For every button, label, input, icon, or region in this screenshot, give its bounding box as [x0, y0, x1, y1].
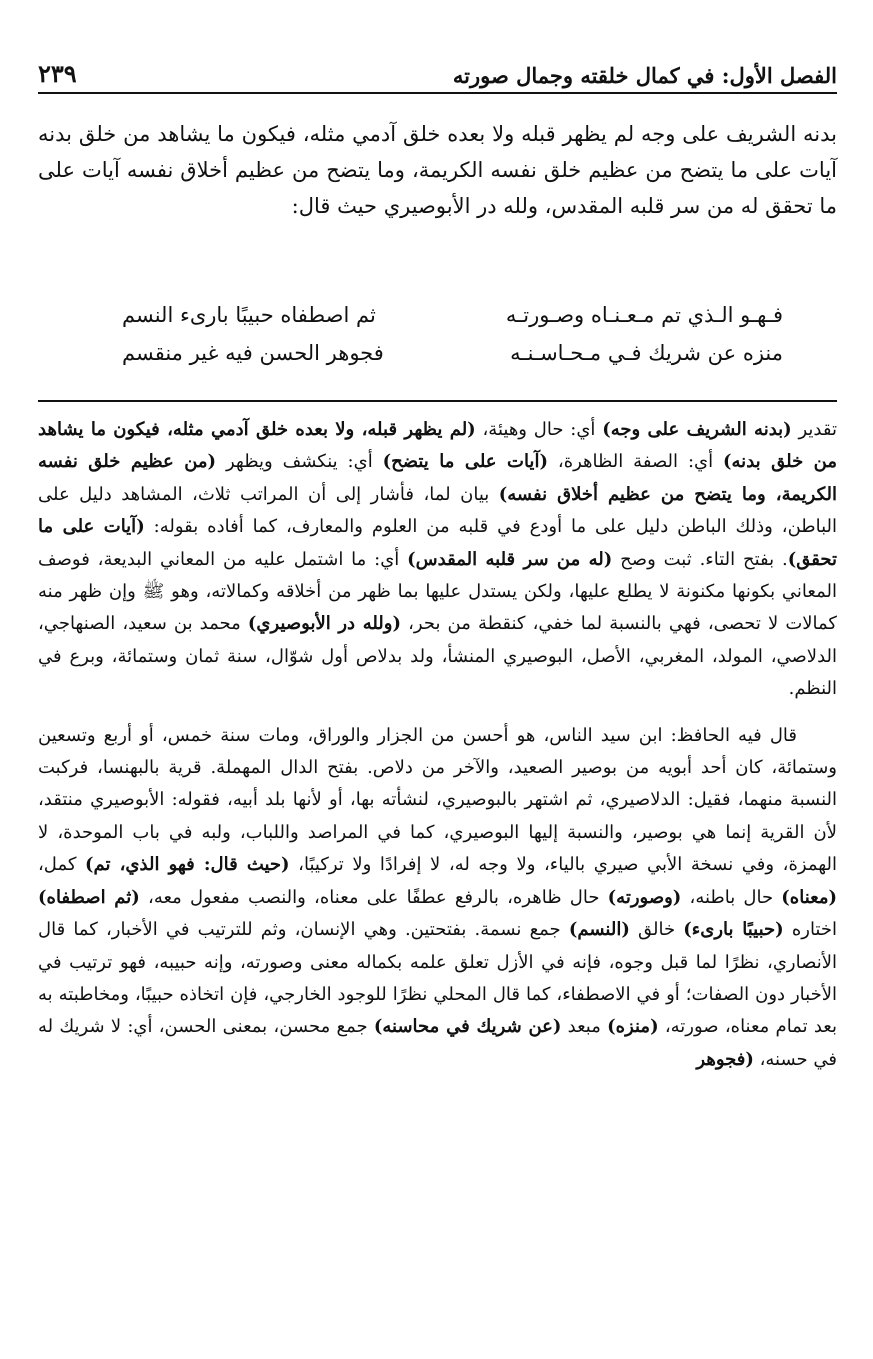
poem-verse — [122, 334, 783, 372]
commentary-paragraph — [38, 720, 837, 1076]
commentary-text: حال ظاهره، بالرفع عطفًا على معناه، والنصب مفعول معه، — [139, 886, 608, 908]
verse-first-hemistich: فـهـو الـذي تم مـعـنـاه وصـورتـه — [505, 303, 783, 327]
commentary-lemma: (آيات على ما تحقق) — [38, 516, 837, 570]
commentary-lemma: (منزه) — [607, 1016, 659, 1038]
commentary-text: أي: حال وهيئة، — [475, 419, 603, 440]
commentary-text: بيان لما، فأشار إلى أن المراتب ثلاث، المشاهد دليل على الباطن، وذلك الباطن دليل على ما أودع في قلبه من العلوم والمعارف، كما أفاده بقوله: — [38, 483, 838, 538]
commentary-text: محمد بن سعيد، الصنهاجي، الدلاصي، المولد، المغربي، الأصل، البوصيري المنشأ، ولد بدلاص أول شوّال، سنة ثمان وستمائة، وبرع في النظم. — [38, 613, 837, 700]
commentary-text: جمع نسمة. بفتحتين. وهي الإنسان، وثم للترتيب في الأخبار، كما قال الأنصاري، نظرًا لما قبل وجوه، فإنه في الأزل تعلق علمه بكماله معنى وصورته، وإنه حبيبه، فهو ترتيب في الأخبار دون الصفات؛ أو في الاصطفاء، كما قال المحلي نظرًا للوجود الخارجي، فإن اتخاذه حبيبًا، ومخاطبته به بعد تمام معناه، صورته، — [38, 919, 837, 1038]
footnote-divider — [38, 400, 837, 402]
commentary-text: أي: ما اشتمل عليه من المعاني البديعة، فوصف المعاني بكونها مكنونة لا يطلع عليها، ولكن يستدل عليها بما ظهر من أخلاقه وكمالاته، وهو ﷺ وإن ظهر منه كمالات لا تحصى، فهي بالنسبة لما خفي، كنقطة من بحر، — [38, 548, 837, 635]
commentary-text: حال باطنه، — [681, 886, 782, 908]
verse-second-hemistich: فجوهر الحسن فيه غير منقسم — [122, 341, 384, 365]
commentary-text: مبعد — [561, 1016, 608, 1038]
verse-second-hemistich: ثم اصطفاه حبيبًا بارىء النسم — [122, 303, 376, 327]
commentary-lemma: (حيث قال: فهو الذي، تم) — [85, 854, 290, 876]
commentary-text: كمل، — [38, 854, 85, 876]
commentary-text: . بفتح التاء. ثبت وصح — [612, 548, 788, 570]
commentary-text: أي: الصفة الظاهرة، — [547, 451, 724, 473]
chapter-title: الفصل الأول: في كمال خلقته وجمال صورته — [452, 63, 837, 88]
poem — [122, 296, 783, 372]
commentary-lemma: (له من سر قلبه المقدس) — [407, 548, 613, 570]
poem-verse — [122, 296, 783, 334]
commentary-lemma: (وصورته) — [607, 886, 682, 908]
commentary-text: خالق — [629, 919, 684, 941]
commentary-lemma: (من عظيم خلق نفسه الكريمة، وما يتضح من عظيم أخلاق نفسه) — [38, 451, 837, 505]
verse-first-hemistich: منزه عن شريك فـي مـحـاسـنـه — [510, 341, 783, 365]
commentary-lemma: (النسم) — [568, 919, 630, 941]
commentary-lemma: (عن شريك في محاسنه) — [373, 1016, 562, 1038]
main-paragraph: بدنه الشريف على وجه لم يظهر قبله ولا بعده خلق آدمي مثله، فيكون ما يشاهد من خلق بدنه آيات على ما يتضح من عظيم خلق نفسه الكريمة، وما يتضح من عظيم أخلاق نفسه آيات على ما تحقق له من سر قلبه المقدس، ولله در الأبوصيري حيث قال: — [38, 122, 837, 218]
page-header — [38, 44, 837, 88]
commentary-lemma: (ولله در الأبوصيري) — [247, 613, 401, 635]
commentary-lemma: (لم يظهر قبله، ولا بعده خلق آدمي مثله، فيكون ما يشاهد من خلق بدنه) — [38, 419, 837, 473]
page-number: ٢٣٩ — [38, 59, 77, 88]
commentary-text: قال فيه الحافظ: ابن سيد الناس، هو أحسن من الجزار والوراق، ومات سنة خمس، أو أربع وتسعين وستمائة، كان أحد أبويه من بوصير الصعيد، والآخر من دلاص. بفتح الدال المهملة. قرية بالبهنسا، فركبت النسبة منهما، فقيل: الدلاصيري، ثم اشتهر بالبوصيري، لنشأته بها، أو لأنها بلد أبيه، فقوله: الأبوصيري منتقد، لأن القرية إنما هي بوصير، والنسبة إليها البوصيري، كما في المراصد واللباب، ولبه في باب الموحدة، لا الهمزة، وفي نسخة الأبي صيري بالياء، ولا وجه له، لا إفرادًا ولا تركيبًا، — [38, 724, 838, 876]
commentary-lemma: (معناه) — [781, 886, 837, 908]
commentary — [38, 414, 837, 1076]
commentary-text: اختاره — [783, 919, 837, 941]
commentary-text: تقدير — [791, 419, 837, 440]
main-text — [38, 116, 837, 224]
commentary-lemma: (بدنه الشريف على وجه) — [602, 419, 792, 440]
header-divider — [38, 92, 837, 94]
commentary-lemma: (ثم اصطفاه) — [38, 886, 140, 908]
commentary-lemma: (حبيبًا بارىء) — [683, 919, 784, 941]
commentary-lemma: (آيات على ما يتضح) — [382, 451, 548, 473]
commentary-lemma: (فجوهر — [696, 1048, 754, 1070]
commentary-paragraph — [38, 414, 837, 706]
commentary-text: أي: ينكشف ويظهر — [216, 451, 383, 473]
commentary-text: جمع محسن، بمعنى الحسن، أي: لا شريك له في حسنه، — [38, 1016, 837, 1070]
